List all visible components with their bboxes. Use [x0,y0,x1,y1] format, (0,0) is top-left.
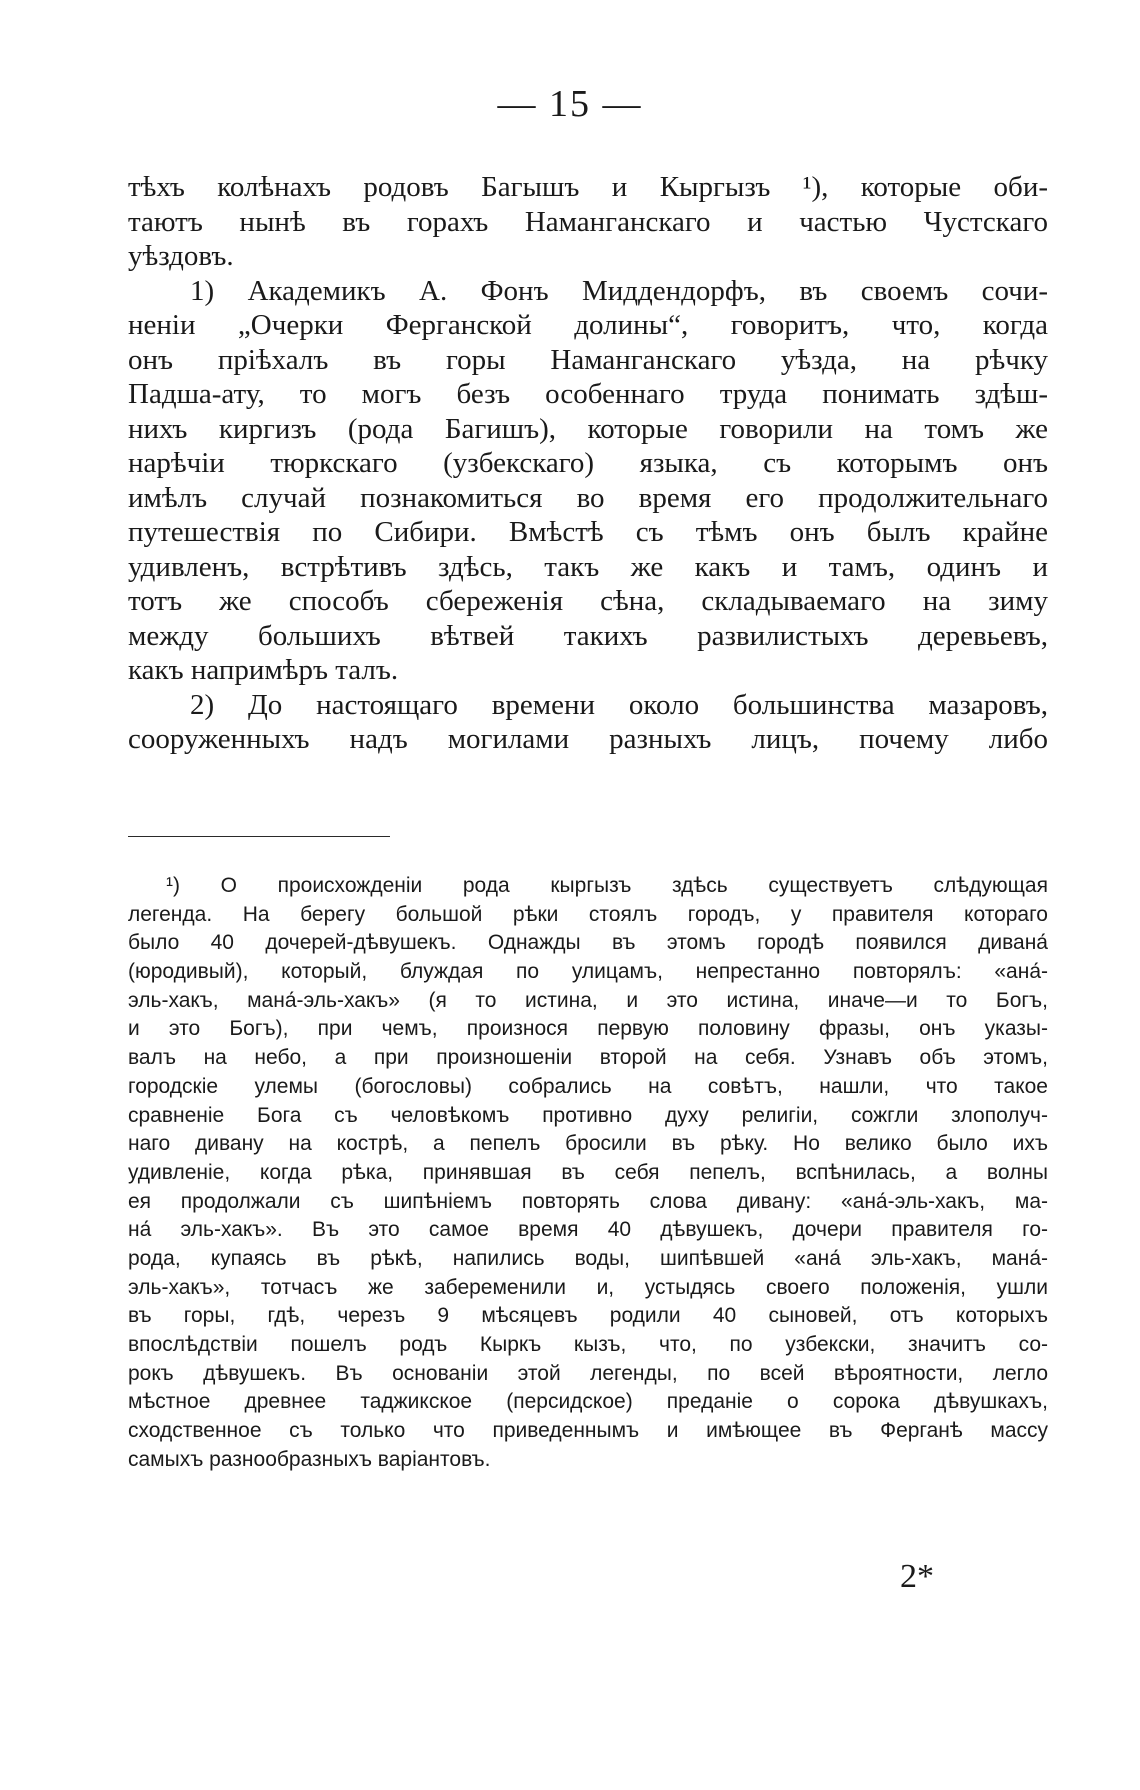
footnote-line: сравненіе Бога съ человѣкомъ противно духу религіи, сожгли злополуч- [128,1103,1048,1127]
footnote-line: ¹) О происхожденіи рода кыргызъ здѣсь существуетъ слѣдующая [166,874,1048,897]
text-line: имѣлъ случай познакомиться во время его продолжительнаго [128,481,1048,514]
footnote [128,872,1048,1474]
footnote-line: удивленіе, когда рѣка, принявшая въ себя пепелъ, вспѣнилась, а волны [128,1160,1048,1184]
text-line: тотъ же способъ сбереженія сѣна, складываемаго на зиму [128,585,1048,617]
footnote-line: мѣстное древнее таджикское (персидское) преданіе о сорока дѣвушкахъ, [128,1390,1048,1414]
footnote-line: самыхъ разнообразныхъ варіантовъ. [128,1447,491,1471]
footnote-line: валъ на небо, а при произношеніи второй на себя. Узнавъ объ этомъ, [128,1046,1048,1070]
footnote-line: въ горы, гдѣ, черезъ 9 мѣсяцевъ родили 40 сыновей, отъ которыхъ [128,1304,1048,1328]
text-line: сооруженныхъ надъ могилами разныхъ лицъ, почему либо [128,723,1048,755]
text-line: нихъ киргизъ (рода Багишъ), которые говорили на томъ же [128,412,1048,445]
footnote-line: и это Богъ), при чемъ, произнося первую половину фразы, онъ указы- [128,1017,1048,1041]
text-line: онъ пріѣхалъ въ горы Наманганскаго уѣзда, на рѣчку [128,343,1048,376]
footnote-line: сходственное съ только что приведеннымъ и имѣющее въ Ферганѣ массу [128,1419,1048,1443]
footnote-line: было 40 дочерей-дѣвушекъ. Однажды въ этомъ городѣ появился дивана́ [128,931,1048,955]
text-line: путешествія по Сибири. Вмѣстѣ съ тѣмъ онъ былъ крайне [128,516,1048,548]
text-line: нарѣчіи тюркскаго (узбекскаго) языка, съ которымъ онъ [128,447,1048,479]
text-line: неніи „Очерки Ферганской долины“, говоритъ, что, когда [128,309,1048,341]
footnote-line: на́ эль-хакъ». Въ это самое время 40 дѣвушекъ, дочери правителя го- [128,1218,1048,1242]
footnote-divider [128,836,390,837]
footnote-line: эль-хакъ, мана́-эль-хакъ» (я то истина, и это истина, иначе—и то Богъ, [128,988,1048,1012]
text-line: 1) Академикъ А. Фонъ Миддендорфъ, въ своемъ сочи- [190,274,1048,307]
page-number: — 15 — [497,83,643,125]
text-line: Падша-ату, то могъ безъ особеннаго труда понимать здѣш- [128,378,1048,410]
footnote-line: (юродивый), который, блуждая по улицамъ, непрестанно повторялъ: «ана́- [128,960,1048,984]
footnote-line: впослѣдствіи пошелъ родъ Кыркъ кызъ, что, по узбекски, значитъ со- [128,1333,1048,1356]
text-line: удивленъ, встрѣтивъ здѣсь, такъ же какъ и тамъ, одинъ и [128,550,1048,583]
text-line: между большихъ вѣтвей такихъ развилистыхъ деревьевъ, [128,619,1048,652]
signature-mark: 2* [900,1558,934,1595]
main-text [128,170,1048,757]
footnote-line: наго дивану на кострѣ, а пепелъ бросили въ рѣку. Но велико было ихъ [128,1132,1048,1156]
footnote-line: легенда. На берегу большой рѣки стоялъ городъ, у правителя котораго [128,902,1048,926]
text-line: какъ напримѣръ талъ. [128,654,399,686]
text-line: таютъ нынѣ въ горахъ Наманганскаго и частью Чустскаго [128,205,1048,238]
footnote-line: городскіе улемы (богословы) собрались на совѣтъ, нашли, что такое [128,1074,1048,1098]
text-line: 2) До настоящаго времени около большинства мазаровъ, [190,688,1048,721]
text-line: уѣздовъ. [128,240,234,272]
footnote-line: рода, купаясь въ рѣкѣ, напились воды, шипѣвшей «ана́ эль-хакъ, мана́- [128,1246,1048,1270]
text-line: тѣхъ колѣнахъ родовъ Багышъ и Кыргызъ ¹), которые оби- [128,171,1048,203]
footnote-line: рокъ дѣвушекъ. Въ основаніи этой легенды, по всей вѣроятности, легло [128,1361,1048,1385]
footnote-line: эль-хакъ», тотчасъ же забеременили и, устыдясь своего положенія, ушли [128,1275,1048,1299]
footnote-line: ея продолжали съ шипѣніемъ повторять слова дивану: «ана́-эль-хакъ, ма- [128,1189,1048,1213]
